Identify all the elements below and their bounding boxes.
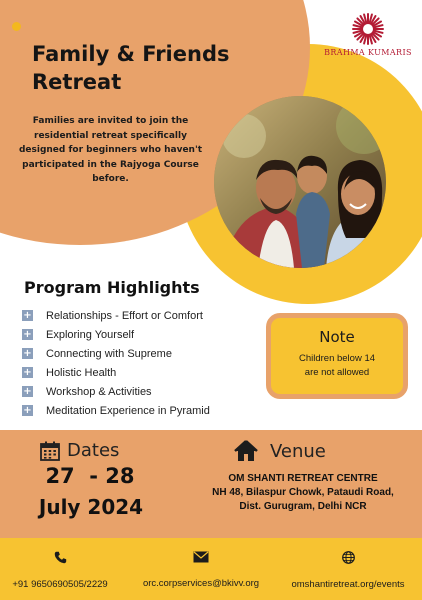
highlight-text: Workshop & Activities (46, 385, 152, 398)
email-contact (128, 551, 274, 590)
highlight-text: Holistic Health (46, 366, 117, 379)
list-item (22, 306, 210, 325)
plus-square-icon: + (23, 405, 32, 416)
venue-address (188, 472, 418, 514)
venue-line-2: NH 48, Bilaspur Chowk, Pataudi Road, (212, 487, 394, 498)
highlight-text: Connecting with Supreme (46, 347, 172, 360)
plus-square-icon: + (23, 348, 32, 359)
highlights-title: Program Highlights (24, 278, 200, 297)
highlights-list (22, 306, 210, 420)
date-month-year: July 2024 (38, 495, 144, 519)
email-text[interactable]: orc.corpservices@bkivv.org (142, 578, 260, 589)
plus-square-icon: + (23, 367, 32, 378)
plus-square-icon: + (23, 386, 32, 397)
note-line-2: are not allowed (304, 367, 370, 378)
highlight-text: Exploring Yourself (46, 328, 135, 341)
dates-header (40, 440, 119, 461)
venue-line-1: OM SHANTI RETREAT CENTRE (228, 473, 378, 484)
date-days: 27 - 28 (45, 464, 135, 488)
brand-logo (318, 12, 418, 57)
list-item (22, 325, 210, 344)
venue-header (234, 440, 326, 462)
phone-text[interactable]: +91 9650690505/2229 (12, 579, 108, 590)
phone-contact (4, 551, 116, 591)
web-text[interactable]: omshantiretreat.org/events (291, 579, 405, 590)
globe-icon (342, 551, 355, 564)
family-photo (214, 96, 386, 268)
intro-text: Families are invited to join the residential retreat specifically designed for beginners who haven't participated in the Rajyoga Course before. (18, 116, 203, 184)
envelope-icon (193, 551, 209, 563)
venue-label: Venue (270, 440, 326, 462)
title-line-2: Retreat (32, 70, 122, 94)
calendar-icon (40, 441, 60, 461)
note-body (271, 352, 403, 380)
web-contact (276, 551, 420, 591)
list-item (22, 382, 210, 401)
highlight-text: Relationships - Effort or Comfort (46, 309, 203, 322)
page-title (32, 40, 282, 96)
lotus-sun-logo-icon (351, 12, 385, 46)
dates-label: Dates (67, 440, 120, 461)
home-icon (234, 440, 258, 462)
note-box (266, 313, 408, 399)
note-line-1: Children below 14 (298, 353, 376, 364)
plus-square-icon: + (23, 329, 32, 340)
phone-icon (54, 551, 67, 564)
list-item (22, 363, 210, 382)
decorative-dot (12, 22, 21, 31)
highlight-text: Meditation Experience in Pyramid (46, 404, 210, 417)
title-line-1: Family & Friends (32, 42, 230, 66)
list-item (22, 401, 210, 420)
list-item (22, 344, 210, 363)
venue-line-3: Dist. Gurugram, Delhi NCR (239, 501, 367, 512)
note-title: Note (319, 328, 355, 346)
brand-name: BRAHMA KUMARIS (324, 48, 412, 57)
plus-square-icon: + (23, 310, 32, 321)
